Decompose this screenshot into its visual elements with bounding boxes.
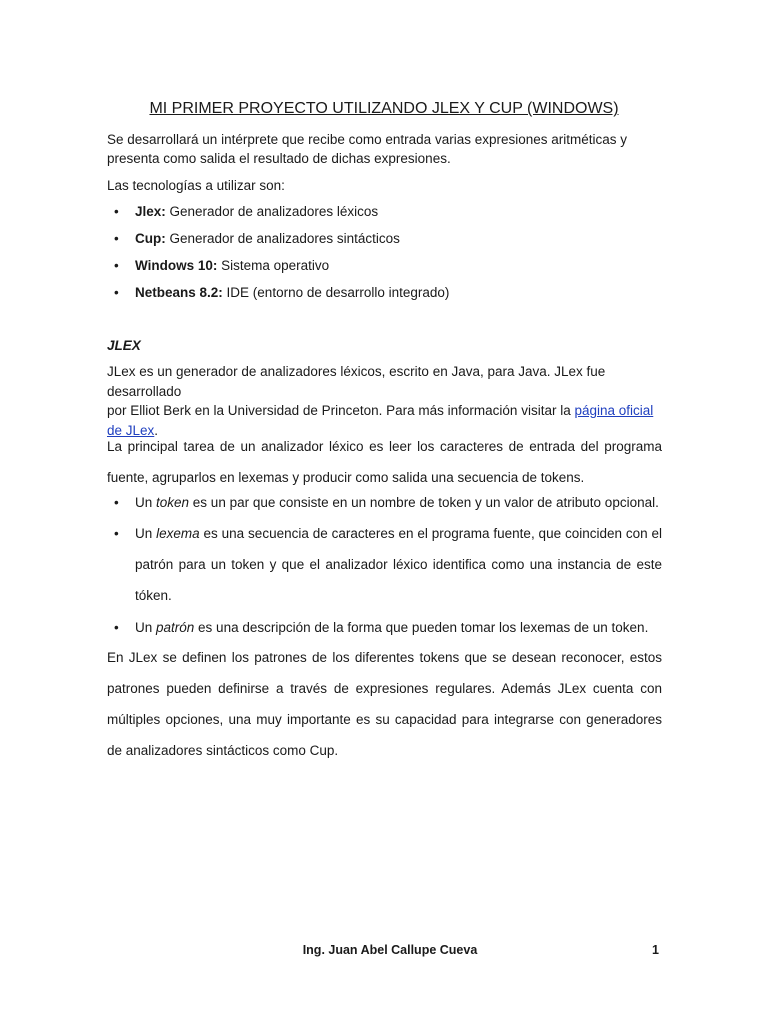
tech-desc: IDE (entorno de desarrollo integrado): [222, 285, 450, 300]
tech-intro: Las tecnologías a utilizar son:: [107, 178, 285, 193]
tech-desc: Sistema operativo: [217, 258, 330, 273]
bullet-icon: •: [114, 620, 119, 635]
document-page: MI PRIMER PROYECTO UTILIZANDO JLEX Y CUP (WINDOWS) Se desarrollará un intérprete que recibe como entrada varias expresiones aritméticas y presenta como salida el resultado de dichas expresiones. Las tecnologías a utilizar son: • Jlex: Generador de analizadores léxicos • Cup: Generador de analizadores sintácticos • Windows 10: Sistema operativo • Netbeans 8.2: IDE (entorno de desarrollo integrado) JLEX JLex es un generador de analizadores léxicos, escrito en Java, para Java. JLex fue desarrollado por Elliot Berk en la Universidad de Princeton. Para más información visitar la página oficial de JLex. La principal tarea de un analizador léxico es leer los caracteres de entrada del programa fuente, agruparlos en lexemas y producir como salida una secuencia de tokens. • Un token es un par que consiste en un nombre de token y un valor de atributo opcional. • Un lexema es una secuencia de caracteres en el programa fuente, que coinciden con el patrón para un token y que el analizador léxico identifica como una instancia de este tóken. • Un patrón es una descripción de la forma que pueden tomar los lexemas de un token. En JLex se definen los patrones de los diferentes tokens que se desean reconocer, estos patrones pueden definirse a través de expresiones regulares. Además JLex cuenta con múltiples opciones, una muy importante es su capacidad para integrarse con generadores de analizadores sintácticos como Cup. Ing. Juan Abel Callupe Cueva 1: [0, 0, 768, 1024]
def-term: patrón: [156, 620, 195, 635]
tech-term: Cup:: [135, 231, 166, 246]
jlex-p3-line-4: de analizadores sintácticos como Cup.: [107, 743, 339, 758]
intro-line-1: Se desarrollará un intérprete que recibe como entrada varias expresiones aritméticas y: [107, 132, 628, 147]
jlex-p2-line-2: fuente, agruparlos en lexemas y producir como salida una secuencia de tokens.: [107, 470, 585, 485]
tech-term: Jlex:: [135, 204, 166, 219]
jlex-p1-line-1: JLex es un generador de analizadores léxicos, escrito en Java, para Java. JLex fue desarrollado: [107, 364, 606, 399]
bullet-icon: •: [114, 285, 119, 300]
official-page-link[interactable]: página oficial: [574, 403, 654, 418]
document-title: MI PRIMER PROYECTO UTILIZANDO JLEX Y CUP (WINDOWS): [149, 100, 619, 117]
bullet-icon: •: [114, 495, 119, 510]
jlex-p2-line-1: La principal tarea de un analizador léxico es leer los caracteres de entrada del programa: [107, 439, 662, 454]
official-page-link-cont[interactable]: de JLex: [107, 422, 155, 438]
tech-term: Windows 10:: [135, 258, 218, 273]
tech-term: Netbeans 8.2:: [135, 285, 223, 300]
jlex-paragraph-2: [107, 431, 662, 493]
jlex-p3-line-2: patrones pueden definirse a través de expresiones regulares. Además JLex cuenta con: [107, 681, 662, 696]
jlex-paragraph-3: [107, 642, 662, 766]
bullet-icon: •: [114, 204, 119, 219]
tech-desc: Generador de analizadores sintácticos: [165, 231, 400, 246]
intro-line-2: presenta como salida el resultado de dichas expresiones.: [107, 151, 451, 166]
tech-desc: Generador de analizadores léxicos: [165, 204, 379, 219]
intro-paragraph: [107, 130, 662, 168]
bullet-icon: •: [114, 258, 119, 273]
section-heading: JLEX: [107, 338, 141, 353]
jlex-p1-end: .: [154, 422, 159, 438]
def-term: lexema: [156, 526, 200, 541]
footer-author: Ing. Juan Abel Callupe Cueva: [302, 943, 478, 957]
jlex-paragraph-1: [107, 362, 662, 440]
def-term: token: [156, 495, 190, 510]
jlex-p3-line-3: múltiples opciones, una muy importante es su capacidad para integrarse con generadores: [107, 712, 662, 727]
jlex-p3-line-1: En JLex se definen los patrones de los diferentes tokens que se desean reconocer, estos: [107, 650, 662, 665]
footer-page-number: 1: [652, 943, 659, 957]
jlex-p1-line-2: por Elliot Berk en la Universidad de Princeton. Para más información visitar la: [107, 403, 575, 418]
bullet-icon: •: [114, 526, 119, 541]
bullet-icon: •: [114, 231, 119, 246]
